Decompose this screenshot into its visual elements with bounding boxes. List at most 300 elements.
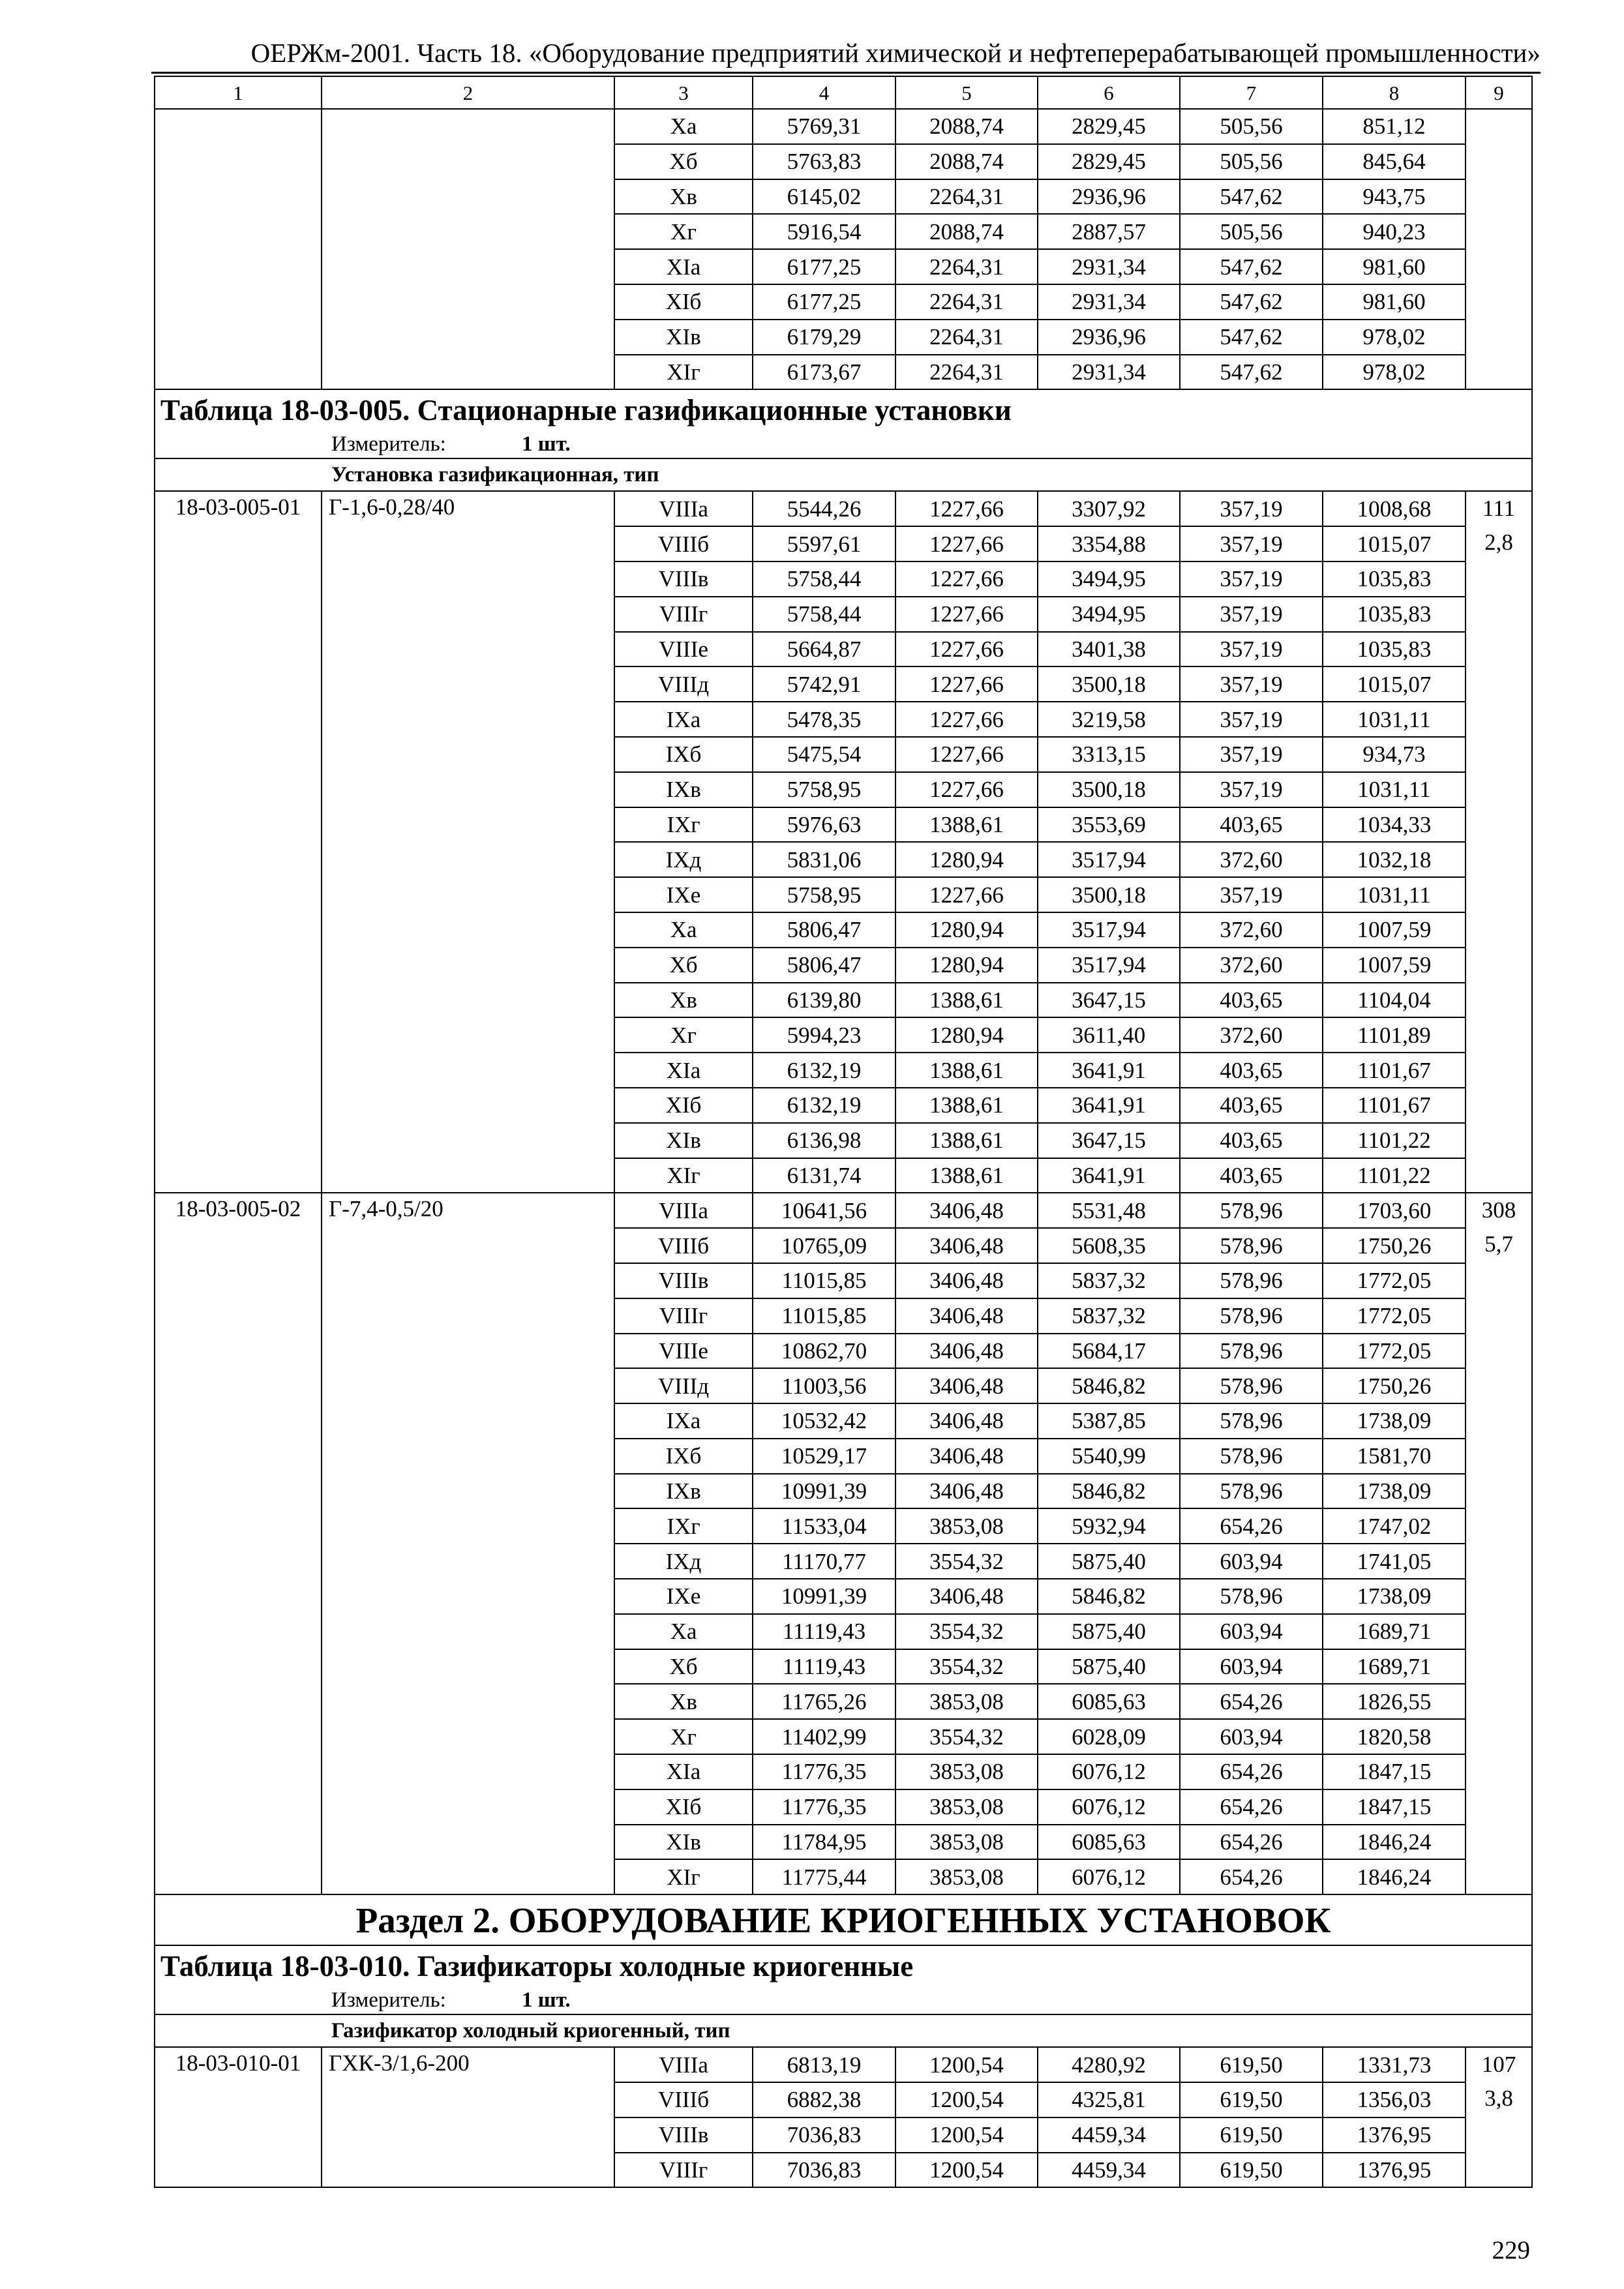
price-machinists-wages: 578,96 [1180,1334,1323,1369]
price-machinists-wages: 603,94 [1180,1719,1323,1754]
resource-code: Xa [614,1614,753,1649]
price-total: 10991,39 [753,1474,895,1509]
price-machinists-wages: 357,19 [1180,877,1323,912]
price-materials: 1015,07 [1323,666,1466,702]
price-wages: 2264,31 [895,355,1038,390]
price-machinists-wages: 654,26 [1180,1684,1323,1719]
price-materials: 1738,09 [1323,1403,1466,1439]
group-title: Установка газификационная, тип [155,458,1532,491]
price-wages: 3406,48 [895,1368,1038,1403]
price-machinists-wages: 578,96 [1180,1298,1323,1334]
price-materials: 1847,15 [1323,1789,1466,1825]
price-wages: 1280,94 [895,1017,1038,1053]
price-total: 5769,31 [753,109,895,144]
price-wages: 1227,66 [895,772,1038,807]
price-machinists-wages: 654,26 [1180,1789,1323,1825]
price-wages: 3406,48 [895,1298,1038,1334]
resource-code: VIIIe [614,1334,753,1369]
blank-code-cell [155,109,322,389]
price-wages: 3853,08 [895,1684,1038,1719]
price-materials: 1847,15 [1323,1754,1466,1789]
col9-value: 2,8 [1484,530,1513,556]
col9-cell [1466,2047,1532,2187]
price-wages: 1388,61 [895,1053,1038,1088]
price-machinists-wages: 372,60 [1180,912,1323,948]
price-machines: 3517,94 [1038,842,1180,877]
price-wages: 1388,61 [895,1123,1038,1158]
price-wages: 2088,74 [895,109,1038,144]
price-total: 6813,19 [753,2047,895,2082]
price-total: 11402,99 [753,1719,895,1754]
price-machinists-wages: 547,62 [1180,249,1323,284]
price-total: 10862,70 [753,1334,895,1369]
price-machinists-wages: 403,65 [1180,1088,1323,1123]
price-machines: 2931,34 [1038,249,1180,284]
price-wages: 3406,48 [895,1228,1038,1263]
price-total: 5475,54 [753,737,895,772]
price-machines: 5608,35 [1038,1228,1180,1263]
resource-code: VIIIб [614,2082,753,2117]
resource-code: IXд [614,842,753,877]
price-total: 5758,95 [753,772,895,807]
resource-code: IXг [614,807,753,843]
resource-code: Xв [614,1684,753,1719]
price-materials: 1101,22 [1323,1158,1466,1193]
resource-code: IXд [614,1544,753,1579]
price-machinists-wages: 357,19 [1180,632,1323,667]
resource-code: VIIIв [614,1263,753,1298]
price-machines: 3219,58 [1038,702,1180,737]
price-materials: 1031,11 [1323,702,1466,737]
price-machines: 6076,12 [1038,1754,1180,1789]
price-wages: 3406,48 [895,1193,1038,1228]
resource-code: XIa [614,249,753,284]
price-materials: 1703,60 [1323,1193,1466,1228]
price-materials: 1031,11 [1323,772,1466,807]
price-wages: 3853,08 [895,1825,1038,1860]
item-code: 18-03-005-02 [155,1193,322,1894]
price-wages: 3406,48 [895,1579,1038,1614]
resource-code: IXe [614,1579,753,1614]
price-machinists-wages: 403,65 [1180,807,1323,843]
price-wages: 1227,66 [895,737,1038,772]
item-name: ГХК-3/1,6-200 [322,2047,614,2187]
resource-code: VIIIб [614,1228,753,1263]
price-wages: 3406,48 [895,1403,1038,1439]
col9-value: 308 [1481,1197,1516,1223]
price-materials: 943,75 [1323,179,1466,215]
price-wages: 1227,66 [895,702,1038,737]
price-wages: 2264,31 [895,249,1038,284]
column-number: 9 [1466,76,1532,109]
price-machines: 2931,34 [1038,355,1180,390]
price-wages: 1388,61 [895,983,1038,1018]
running-header: ОЕРЖм-2001. Часть 18. «Оборудование предприятий химической и нефтеперерабатывающей промышленности» [151,34,1541,74]
measure-row [155,430,1532,458]
price-machinists-wages: 619,50 [1180,2047,1323,2082]
column-number: 4 [753,76,895,109]
measure-cell [155,430,1532,458]
resource-code: VIIIг [614,1298,753,1334]
price-materials: 1031,11 [1323,877,1466,912]
item-name: Г-1,6-0,28/40 [322,491,614,1193]
resource-code: VIIIг [614,597,753,632]
price-machines: 5875,40 [1038,1614,1180,1649]
col9-value: 5,7 [1484,1231,1513,1257]
price-machines: 5875,40 [1038,1544,1180,1579]
resource-code: VIIIв [614,561,753,597]
price-wages: 2088,74 [895,144,1038,179]
price-total: 5763,83 [753,144,895,179]
price-materials: 1738,09 [1323,1474,1466,1509]
column-number: 3 [614,76,753,109]
price-total: 5831,06 [753,842,895,877]
table-title: Таблица 18-03-005. Стационарные газификационные установки [155,389,1532,430]
price-machines: 2829,45 [1038,109,1180,144]
price-machines: 5531,48 [1038,1193,1180,1228]
price-machinists-wages: 578,96 [1180,1193,1323,1228]
section-title: Раздел 2. ОБОРУДОВАНИЕ КРИОГЕННЫХ УСТАНОВОК [155,1894,1532,1945]
price-machines: 3494,95 [1038,561,1180,597]
price-total: 5806,47 [753,948,895,983]
resource-code: XIб [614,284,753,320]
price-materials: 1689,71 [1323,1614,1466,1649]
price-machines: 6076,12 [1038,1789,1180,1825]
price-total: 11015,85 [753,1298,895,1334]
price-machines: 3500,18 [1038,877,1180,912]
price-total: 11776,35 [753,1789,895,1825]
price-wages: 1388,61 [895,807,1038,843]
price-wages: 1227,66 [895,526,1038,561]
price-wages: 2264,31 [895,179,1038,215]
price-wages: 1388,61 [895,1158,1038,1193]
price-materials: 1007,59 [1323,912,1466,948]
price-machines: 4459,34 [1038,2117,1180,2153]
resource-code: VIIIв [614,2117,753,2153]
price-wages: 2264,31 [895,320,1038,355]
price-total: 5994,23 [753,1017,895,1053]
price-materials: 1007,59 [1323,948,1466,983]
price-materials: 981,60 [1323,249,1466,284]
resource-code: Xa [614,109,753,144]
price-machinists-wages: 357,19 [1180,526,1323,561]
page-number: 229 [1492,2236,1530,2264]
group-row [155,2014,1532,2047]
price-machinists-wages: 372,60 [1180,842,1323,877]
price-machines: 5846,82 [1038,1368,1180,1403]
table-title-row [155,1945,1532,1986]
col9-cell [1466,491,1532,1193]
price-total: 10529,17 [753,1439,895,1474]
price-total: 6882,38 [753,2082,895,2117]
price-machinists-wages: 654,26 [1180,1754,1323,1789]
price-materials: 1032,18 [1323,842,1466,877]
price-total: 6173,67 [753,355,895,390]
price-materials: 1738,09 [1323,1579,1466,1614]
price-machinists-wages: 505,56 [1180,214,1323,249]
price-machinists-wages: 372,60 [1180,948,1323,983]
price-total: 7036,83 [753,2153,895,2188]
price-wages: 3853,08 [895,1508,1038,1544]
price-total: 5597,61 [753,526,895,561]
price-total: 6145,02 [753,179,895,215]
table-body [155,76,1532,2187]
price-machinists-wages: 357,19 [1180,772,1323,807]
price-materials: 1376,95 [1323,2153,1466,2188]
resource-code: IXв [614,772,753,807]
price-total: 11119,43 [753,1649,895,1684]
price-wages: 3554,32 [895,1544,1038,1579]
price-total: 11015,85 [753,1263,895,1298]
resource-code: IXe [614,877,753,912]
resource-code: IXб [614,737,753,772]
resource-code: Xг [614,1017,753,1053]
resource-code: IXa [614,702,753,737]
resource-code: XIб [614,1789,753,1825]
price-wages: 2264,31 [895,284,1038,320]
price-machinists-wages: 505,56 [1180,109,1323,144]
resource-code: XIв [614,1825,753,1860]
resource-code: Xб [614,948,753,983]
price-machines: 5875,40 [1038,1649,1180,1684]
measure-cell [155,1986,1532,2014]
price-materials: 1331,73 [1323,2047,1466,2082]
price-machinists-wages: 619,50 [1180,2153,1323,2188]
price-machines: 3647,15 [1038,983,1180,1018]
price-machines: 2936,96 [1038,179,1180,215]
column-number: 6 [1038,76,1180,109]
price-machines: 5684,17 [1038,1334,1180,1369]
resource-code: Xб [614,144,753,179]
price-machinists-wages: 357,19 [1180,561,1323,597]
price-materials: 845,64 [1323,144,1466,179]
price-machinists-wages: 357,19 [1180,666,1323,702]
blank-name-cell [322,109,614,389]
price-wages: 1227,66 [895,491,1038,526]
price-total: 6139,80 [753,983,895,1018]
price-machines: 3313,15 [1038,737,1180,772]
resource-code: Xв [614,983,753,1018]
price-wages: 2088,74 [895,214,1038,249]
price-total: 11765,26 [753,1684,895,1719]
resource-code: IXв [614,1474,753,1509]
price-total: 5544,26 [753,491,895,526]
price-machinists-wages: 403,65 [1180,983,1323,1018]
price-machines: 5846,82 [1038,1474,1180,1509]
price-wages: 3853,08 [895,1859,1038,1894]
table-title: Таблица 18-03-010. Газификаторы холодные криогенные [155,1945,1532,1986]
price-total: 10991,39 [753,1579,895,1614]
price-total: 7036,83 [753,2117,895,2153]
price-machinists-wages: 505,56 [1180,144,1323,179]
price-machines: 3517,94 [1038,912,1180,948]
resource-code: VIIIa [614,491,753,526]
price-total: 5758,44 [753,561,895,597]
column-number: 2 [322,76,614,109]
price-machinists-wages: 403,65 [1180,1123,1323,1158]
column-number: 7 [1180,76,1323,109]
price-machinists-wages: 578,96 [1180,1368,1323,1403]
resource-code: VIIIг [614,2153,753,2188]
price-wages: 3853,08 [895,1789,1038,1825]
price-wages: 1227,66 [895,597,1038,632]
price-materials: 1772,05 [1323,1263,1466,1298]
price-materials: 1826,55 [1323,1684,1466,1719]
resource-code: IXa [614,1403,753,1439]
price-machinists-wages: 578,96 [1180,1263,1323,1298]
price-materials: 1772,05 [1323,1298,1466,1334]
price-total: 11775,44 [753,1859,895,1894]
resource-code: Xг [614,214,753,249]
price-materials: 1035,83 [1323,632,1466,667]
price-machines: 3307,92 [1038,491,1180,526]
resource-code: XIб [614,1088,753,1123]
price-materials: 1747,02 [1323,1508,1466,1544]
price-total: 5742,91 [753,666,895,702]
price-machinists-wages: 578,96 [1180,1579,1323,1614]
price-materials: 851,12 [1323,109,1466,144]
price-materials: 934,73 [1323,737,1466,772]
price-wages: 1388,61 [895,1088,1038,1123]
resource-code: IXг [614,1508,753,1544]
resource-code: VIIIa [614,2047,753,2082]
price-materials: 1104,04 [1323,983,1466,1018]
price-materials: 1820,58 [1323,1719,1466,1754]
price-machines: 3494,95 [1038,597,1180,632]
measure-label: Измеритель: [331,432,446,456]
price-materials: 1376,95 [1323,2117,1466,2153]
price-machines: 3500,18 [1038,772,1180,807]
price-total: 5916,54 [753,214,895,249]
price-machines: 2931,34 [1038,284,1180,320]
price-total: 6132,19 [753,1053,895,1088]
price-materials: 1015,07 [1323,526,1466,561]
resource-code: VIIIд [614,666,753,702]
measure-row [155,1986,1532,2014]
price-machines: 3641,91 [1038,1053,1180,1088]
price-total: 5478,35 [753,702,895,737]
resource-code: XIв [614,1123,753,1158]
price-total: 11784,95 [753,1825,895,1860]
price-total: 10765,09 [753,1228,895,1263]
price-machinists-wages: 403,65 [1180,1158,1323,1193]
price-wages: 3406,48 [895,1263,1038,1298]
price-wages: 3554,32 [895,1614,1038,1649]
price-materials: 1772,05 [1323,1334,1466,1369]
price-wages: 3406,48 [895,1474,1038,1509]
price-total: 5758,95 [753,877,895,912]
price-wages: 1280,94 [895,948,1038,983]
price-materials: 1356,03 [1323,2082,1466,2117]
resource-code: XIг [614,1859,753,1894]
resource-code: XIa [614,1754,753,1789]
table-row [155,491,1532,526]
price-total: 5806,47 [753,912,895,948]
price-materials: 1846,24 [1323,1825,1466,1860]
price-total: 11533,04 [753,1508,895,1544]
table-title-row [155,389,1532,430]
price-materials: 978,02 [1323,355,1466,390]
price-machines: 5837,32 [1038,1263,1180,1298]
price-wages: 1227,66 [895,666,1038,702]
resource-code: IXб [614,1439,753,1474]
col9-value: 107 [1481,2052,1516,2078]
price-machines: 5540,99 [1038,1439,1180,1474]
price-machinists-wages: 547,62 [1180,320,1323,355]
table-row [155,2047,1532,2082]
price-machines: 3500,18 [1038,666,1180,702]
price-materials: 1101,67 [1323,1088,1466,1123]
price-materials: 940,23 [1323,214,1466,249]
price-machinists-wages: 547,62 [1180,179,1323,215]
price-total: 6177,25 [753,249,895,284]
price-wages: 3554,32 [895,1649,1038,1684]
table-row [155,109,1532,144]
price-machines: 3354,88 [1038,526,1180,561]
price-machines: 6076,12 [1038,1859,1180,1894]
price-machinists-wages: 578,96 [1180,1439,1323,1474]
price-total: 11119,43 [753,1614,895,1649]
price-total: 5976,63 [753,807,895,843]
price-total: 11170,77 [753,1544,895,1579]
price-wages: 3554,32 [895,1719,1038,1754]
price-machines: 3517,94 [1038,948,1180,983]
price-machinists-wages: 654,26 [1180,1859,1323,1894]
price-wages: 3853,08 [895,1754,1038,1789]
price-machinists-wages: 547,62 [1180,284,1323,320]
price-wages: 3406,48 [895,1334,1038,1369]
price-materials: 1035,83 [1323,597,1466,632]
price-wages: 1200,54 [895,2082,1038,2117]
price-wages: 1200,54 [895,2117,1038,2153]
price-machines: 6085,63 [1038,1684,1180,1719]
col9-value: 3,8 [1484,2086,1513,2112]
price-total: 5758,44 [753,597,895,632]
rates-table [154,76,1533,2188]
price-machines: 5387,85 [1038,1403,1180,1439]
price-machines: 5837,32 [1038,1298,1180,1334]
group-row [155,458,1532,491]
price-total: 6136,98 [753,1123,895,1158]
price-wages: 1227,66 [895,632,1038,667]
price-total: 11003,56 [753,1368,895,1403]
price-wages: 1227,66 [895,877,1038,912]
price-machinists-wages: 357,19 [1180,702,1323,737]
price-machinists-wages: 578,96 [1180,1403,1323,1439]
price-materials: 1034,33 [1323,807,1466,843]
price-machines: 5932,94 [1038,1508,1180,1544]
price-machinists-wages: 619,50 [1180,2117,1323,2153]
resource-code: VIIIa [614,1193,753,1228]
column-number: 5 [895,76,1038,109]
price-machinists-wages: 357,19 [1180,737,1323,772]
price-wages: 1280,94 [895,912,1038,948]
price-machinists-wages: 603,94 [1180,1614,1323,1649]
resource-code: XIг [614,355,753,390]
column-number: 8 [1323,76,1466,109]
price-machines: 6028,09 [1038,1719,1180,1754]
price-wages: 1200,54 [895,2153,1038,2188]
price-machinists-wages: 578,96 [1180,1474,1323,1509]
group-title: Газификатор холодный криогенный, тип [155,2014,1532,2047]
item-name: Г-7,4-0,5/20 [322,1193,614,1894]
price-machines: 2936,96 [1038,320,1180,355]
item-code: 18-03-010-01 [155,2047,322,2187]
price-machinists-wages: 654,26 [1180,1508,1323,1544]
price-total: 5664,87 [753,632,895,667]
price-materials: 978,02 [1323,320,1466,355]
price-machines: 4325,81 [1038,2082,1180,2117]
